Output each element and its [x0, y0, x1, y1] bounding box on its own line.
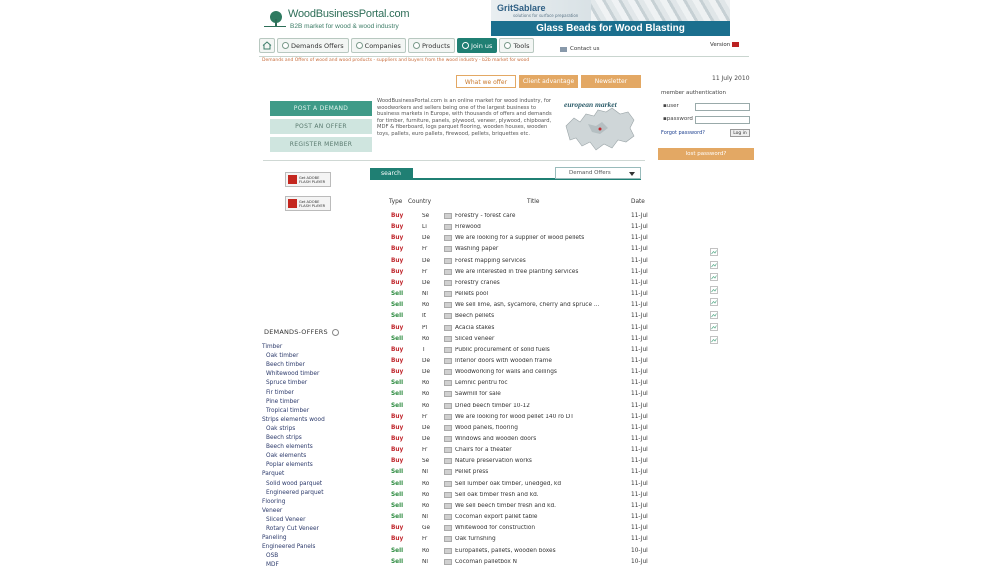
- table-row[interactable]: [390, 313, 660, 324]
- row-title-link[interactable]: Pellets pool: [455, 291, 489, 298]
- image-thumbnail-icon: [444, 458, 452, 464]
- row-date: 11-Jul: [631, 536, 648, 543]
- row-date: 11-Jul: [631, 224, 648, 231]
- row-title-link[interactable]: We are looking for a supplier of wood pellets: [455, 235, 585, 242]
- table-row[interactable]: [390, 291, 660, 302]
- category-subitem[interactable]: Fir timber: [266, 389, 294, 396]
- row-country: Ro: [422, 502, 430, 509]
- table-row[interactable]: [390, 525, 660, 536]
- table-row[interactable]: [390, 481, 660, 492]
- category-subitem[interactable]: Engineered parquet: [266, 489, 324, 496]
- row-title-link[interactable]: Oak furnshing: [455, 536, 496, 543]
- image-thumbnail-icon: [444, 336, 452, 342]
- row-type: Buy: [391, 413, 404, 420]
- contact-link[interactable]: Contact us: [560, 46, 600, 52]
- row-title-link[interactable]: Whitewood for construction: [455, 525, 536, 532]
- row-title-link[interactable]: Interior doors with wooden frame: [455, 357, 552, 364]
- table-row[interactable]: [390, 514, 660, 525]
- image-thumbnail-icon: [444, 469, 452, 475]
- row-country: Ro: [422, 547, 430, 554]
- column-header-date: Date: [631, 199, 645, 205]
- category-subitem[interactable]: Poplar elements: [266, 462, 313, 469]
- row-type: Buy: [391, 436, 404, 442]
- row-type: Sell: [391, 469, 404, 476]
- row-type: Buy: [391, 324, 404, 331]
- row-date: 11-Jul: [631, 491, 648, 498]
- row-title-link[interactable]: Sawmill for sale: [455, 391, 501, 398]
- row-date: 11-Jul: [631, 346, 648, 353]
- table-row[interactable]: [390, 347, 660, 358]
- row-type: Sell: [391, 480, 404, 487]
- broken-image-icon[interactable]: [710, 323, 718, 331]
- banner-pattern: [591, 0, 730, 21]
- category-subitem[interactable]: Whitewood timber: [266, 371, 320, 378]
- row-country: Fr: [422, 536, 428, 543]
- image-thumbnail-icon: [444, 548, 452, 554]
- flash-icon: [288, 175, 297, 184]
- table-row[interactable]: [390, 458, 660, 469]
- flag-icon[interactable]: [732, 42, 739, 47]
- row-type: Buy: [391, 536, 404, 543]
- table-row[interactable]: [390, 380, 660, 391]
- broken-image-icon[interactable]: [710, 261, 718, 269]
- table-row[interactable]: [390, 358, 660, 369]
- row-date: 11-Jul: [631, 402, 648, 409]
- table-row[interactable]: [390, 325, 660, 336]
- row-country: Nl: [422, 469, 428, 476]
- table-row[interactable]: [390, 403, 660, 414]
- row-type: Buy: [391, 447, 404, 454]
- row-country: Nl: [422, 514, 428, 521]
- row-title-link[interactable]: Dried beech timber 10-12: [455, 402, 530, 409]
- banner-brand: GritSablare: [497, 3, 546, 13]
- forgot-password-link[interactable]: Forgot password?: [661, 130, 705, 136]
- table-row[interactable]: [390, 469, 660, 480]
- table-row[interactable]: [390, 559, 660, 570]
- category-item[interactable]: Veneer: [262, 507, 283, 514]
- table-row[interactable]: [390, 258, 660, 269]
- row-date: 11-Jul: [631, 324, 648, 331]
- row-date: 11-Jul: [631, 213, 648, 219]
- row-country: De: [422, 436, 431, 442]
- category-subitem[interactable]: Tropical timber: [266, 407, 310, 414]
- row-date: 11-Jul: [631, 291, 648, 298]
- row-type: Sell: [391, 491, 404, 498]
- password-label: ▪password: [663, 116, 693, 122]
- row-title-link[interactable]: Nature preservation works: [455, 458, 532, 465]
- table-row[interactable]: [390, 213, 660, 224]
- row-title-link[interactable]: Pellet press: [455, 469, 489, 476]
- category-item[interactable]: Parquet: [262, 471, 285, 478]
- home-button[interactable]: [259, 38, 275, 53]
- ad-banner[interactable]: [491, 0, 730, 36]
- row-country: Ro: [422, 380, 430, 387]
- image-thumbnail-icon: [444, 414, 452, 420]
- row-type: Buy: [391, 257, 404, 264]
- table-row[interactable]: [390, 391, 660, 402]
- main-nav: [259, 38, 534, 55]
- row-country: Ro: [422, 491, 430, 498]
- category-subitem[interactable]: Beech elements: [266, 444, 313, 451]
- nav-join-us[interactable]: Join us: [457, 38, 497, 53]
- category-subitem[interactable]: OSB: [266, 553, 279, 560]
- table-row[interactable]: [390, 280, 660, 291]
- image-thumbnail-icon: [444, 425, 452, 431]
- broken-image-icon[interactable]: [710, 298, 718, 306]
- row-date: 11-Jul: [631, 313, 648, 320]
- category-subitem[interactable]: Rotary Cut Veneer: [266, 526, 319, 532]
- row-date: 11-Jul: [631, 502, 648, 509]
- row-country: Fr: [422, 447, 428, 454]
- home-icon: [262, 41, 272, 50]
- row-title-link[interactable]: Sliced veneer: [455, 335, 495, 342]
- table-row[interactable]: [390, 269, 660, 280]
- row-title-link[interactable]: We sell lime, ash, sycamore, cherry and spruce ...: [455, 302, 600, 309]
- row-date: 11-Jul: [631, 357, 648, 364]
- table-row[interactable]: [390, 436, 660, 447]
- search-tab[interactable]: search: [370, 168, 413, 179]
- image-thumbnail-icon: [444, 380, 452, 386]
- post-demand-button[interactable]: POST A DEMAND: [270, 101, 372, 116]
- row-title-link[interactable]: We are looking for wood pellet 140 ro DT: [455, 413, 574, 420]
- category-item[interactable]: Flooring: [262, 498, 286, 505]
- image-thumbnail-icon: [444, 559, 452, 565]
- nav-tools[interactable]: Tools: [499, 38, 534, 53]
- category-subitem[interactable]: Oak strips: [266, 425, 296, 432]
- logo-subtitle: B2B market for wood & wood industry: [290, 23, 399, 30]
- category-subitem[interactable]: Beech strips: [266, 435, 302, 441]
- row-type: Sell: [391, 380, 404, 387]
- row-type: Buy: [391, 246, 404, 253]
- map-title: european market: [564, 100, 617, 109]
- row-date: 11-Jul: [631, 246, 648, 253]
- categories-heading[interactable]: DEMANDS-OFFERS: [264, 328, 339, 336]
- row-title-link[interactable]: Lemnic pentru foc: [455, 380, 508, 387]
- row-country: Fr: [422, 413, 428, 420]
- table-row[interactable]: [390, 246, 660, 257]
- category-subitem[interactable]: Pine timber: [266, 398, 300, 405]
- intro-text: WoodBusinessPortal.com is an online market for wood industry, for woodworkers and sellers being one of the largest business to business markets in Europe, with thousands of offers and demands for timber, furniture, panels, plywood, veneer, plywood, chipboard, MDF & fiberboard, logs parquet flooring, wooden houses, wooden toys, pallets, euro pallets, firewood, pellets, briquettes etc.: [377, 98, 552, 137]
- row-title-link[interactable]: Sell lumber oak timber, unedged, kd: [455, 480, 562, 487]
- section-divider: [263, 160, 645, 161]
- row-country: De: [422, 279, 431, 286]
- row-country: Nl: [422, 558, 428, 565]
- row-title-link[interactable]: Europallets, pallets, wooden boxes: [455, 547, 556, 554]
- tab-client-advantage[interactable]: Client advantage: [519, 75, 578, 88]
- row-date: 11-Jul: [631, 380, 648, 387]
- category-subitem[interactable]: Oak timber: [266, 353, 299, 360]
- row-date: 11-Jul: [631, 424, 648, 431]
- current-date: 11 July 2010: [712, 75, 750, 82]
- image-thumbnail-icon: [444, 481, 452, 487]
- row-country: Ro: [422, 402, 430, 409]
- row-date: 11-Jul: [631, 302, 648, 309]
- row-type: Sell: [391, 313, 404, 320]
- image-thumbnail-icon: [444, 313, 452, 319]
- row-country: Pl: [422, 324, 428, 331]
- row-type: Sell: [391, 302, 404, 309]
- row-title-link[interactable]: Cocoman palletbox N: [455, 558, 517, 565]
- tab-what-we-offer[interactable]: What we offer: [456, 75, 516, 88]
- row-date: 11-Jul: [631, 458, 648, 465]
- column-header-country: Country: [408, 199, 432, 205]
- row-date: 11-Jul: [631, 369, 648, 376]
- lock-icon: ▪: [663, 116, 667, 122]
- broken-image-icon[interactable]: [710, 273, 718, 281]
- row-title-link[interactable]: Public procurement of solid fuels: [455, 346, 550, 353]
- row-date: 11-Jul: [631, 436, 648, 442]
- image-thumbnail-icon: [444, 258, 452, 264]
- row-title-link[interactable]: Wood panels, flooring: [455, 424, 518, 431]
- broken-image-icon[interactable]: [710, 336, 718, 344]
- row-type: Sell: [391, 291, 404, 298]
- row-country: It: [422, 313, 426, 320]
- row-date: 10-Jul: [631, 558, 648, 565]
- row-type: Buy: [391, 357, 404, 364]
- row-title-link[interactable]: Acacia stakes: [455, 324, 495, 331]
- nav-divider: [259, 56, 749, 57]
- row-date: 11-Jul: [631, 525, 648, 532]
- row-title-link[interactable]: Forestry - forest care: [455, 213, 516, 219]
- table-row[interactable]: [390, 235, 660, 246]
- image-thumbnail-icon: [444, 436, 452, 442]
- flash-player-badge[interactable]: Get ADOBE FLASH PLAYER: [285, 196, 331, 211]
- table-row[interactable]: [390, 503, 660, 514]
- image-thumbnail-icon: [444, 447, 452, 453]
- row-country: Ro: [422, 302, 430, 309]
- broken-image-icon[interactable]: [710, 248, 718, 256]
- expand-icon[interactable]: [332, 329, 339, 336]
- register-member-button[interactable]: REGISTER MEMBER: [270, 137, 372, 152]
- row-title-link[interactable]: Firewood: [455, 224, 481, 231]
- banner-tagline: solutions for surface preparation: [513, 13, 579, 18]
- row-type: Sell: [391, 558, 404, 565]
- bullet-icon: [413, 42, 420, 49]
- row-type: Sell: [391, 391, 404, 398]
- image-thumbnail-icon: [444, 269, 452, 275]
- row-date: 11-Jul: [631, 235, 648, 242]
- caret-down-icon: [629, 172, 635, 176]
- row-title-link[interactable]: Sell oak timber fresh and kd.: [455, 491, 539, 498]
- row-type: Buy: [391, 224, 404, 231]
- row-type: Sell: [391, 502, 404, 509]
- flash-player-badge[interactable]: Get ADOBE FLASH PLAYER: [285, 172, 331, 187]
- table-row[interactable]: [390, 447, 660, 458]
- category-subitem[interactable]: Oak elements: [266, 453, 307, 460]
- image-thumbnail-icon: [444, 525, 452, 531]
- europe-map: [560, 96, 640, 158]
- table-row[interactable]: [390, 414, 660, 425]
- category-item[interactable]: Timber: [262, 344, 283, 350]
- image-thumbnail-icon: [444, 347, 452, 353]
- lost-password-button[interactable]: lost password?: [658, 148, 754, 160]
- nav-companies[interactable]: Companies: [351, 38, 406, 53]
- row-date: 11-Jul: [631, 480, 648, 487]
- broken-image-icon[interactable]: [710, 286, 718, 294]
- envelope-icon: [560, 47, 567, 52]
- column-header-type: Type: [389, 199, 403, 205]
- row-country: De: [422, 424, 431, 431]
- row-type: Buy: [391, 268, 404, 275]
- nav-products[interactable]: Products: [408, 38, 455, 53]
- row-date: 10-Jul: [631, 547, 648, 554]
- row-country: De: [422, 369, 431, 376]
- tree-logo-icon: [264, 10, 286, 30]
- row-type: Buy: [391, 279, 404, 286]
- image-thumbnail-icon: [444, 358, 452, 364]
- row-type: Buy: [391, 369, 404, 376]
- auth-title: member authentication: [661, 90, 726, 96]
- user-label: ▪user: [663, 103, 679, 109]
- bullet-icon: [282, 42, 289, 49]
- row-country: De: [422, 257, 431, 264]
- row-type: Sell: [391, 402, 404, 409]
- password-input[interactable]: [695, 116, 750, 124]
- image-thumbnail-icon: [444, 224, 452, 230]
- image-thumbnail-icon: [444, 492, 452, 498]
- row-date: 11-Jul: [631, 268, 648, 275]
- row-country: Nl: [422, 291, 428, 298]
- row-country: Fr: [422, 246, 428, 253]
- broken-image-icon[interactable]: [710, 311, 718, 319]
- row-type: Buy: [391, 213, 404, 219]
- image-thumbnail-icon: [444, 302, 452, 308]
- category-subitem[interactable]: Beech timber: [266, 362, 305, 369]
- row-country: Fr: [422, 268, 428, 275]
- row-country: Se: [422, 458, 430, 465]
- row-type: Buy: [391, 525, 404, 532]
- row-type: Sell: [391, 335, 404, 342]
- image-thumbnail-icon: [444, 369, 452, 375]
- row-date: 11-Jul: [631, 335, 648, 342]
- table-row[interactable]: [390, 425, 660, 436]
- row-country: De: [422, 357, 431, 364]
- table-row[interactable]: [390, 302, 660, 313]
- breadcrumb: Demands and Offers of wood and wood products - suppliers and buyers from the wood industry - b2b market for wood: [262, 58, 530, 63]
- row-date: 11-Jul: [631, 413, 648, 420]
- row-date: 11-Jul: [631, 257, 648, 264]
- row-title-link[interactable]: Chairs for a theater: [455, 447, 512, 454]
- row-title-link[interactable]: Forestry cranes: [455, 279, 500, 286]
- row-country: Ro: [422, 480, 430, 487]
- table-row[interactable]: [390, 536, 660, 547]
- banner-text: Glass Beads for Wood Blasting: [491, 21, 730, 36]
- table-row[interactable]: [390, 224, 660, 235]
- category-item[interactable]: Engineered Panels: [262, 544, 316, 551]
- row-date: 11-Jul: [631, 447, 648, 454]
- category-subitem[interactable]: Sliced Veneer: [266, 516, 306, 523]
- image-thumbnail-icon: [444, 514, 452, 520]
- image-thumbnail-icon: [444, 391, 452, 397]
- image-thumbnail-icon: [444, 325, 452, 331]
- site-logo[interactable]: [264, 8, 464, 34]
- row-type: Buy: [391, 458, 404, 465]
- row-type: Sell: [391, 547, 404, 554]
- image-thumbnail-icon: [444, 246, 452, 252]
- image-thumbnail-icon: [444, 291, 452, 297]
- table-row[interactable]: [390, 548, 660, 559]
- image-thumbnail-icon: [444, 280, 452, 286]
- bullet-icon: [504, 42, 511, 49]
- table-row[interactable]: [390, 369, 660, 380]
- bullet-icon: [462, 42, 469, 49]
- tab-newsletter[interactable]: Newsletter: [581, 75, 641, 88]
- row-date: 11-Jul: [631, 279, 648, 286]
- post-offer-button[interactable]: POST AN OFFER: [270, 119, 372, 134]
- category-subitem[interactable]: Spruce timber: [266, 380, 308, 387]
- row-country: Ro: [422, 335, 430, 342]
- flash-icon: [288, 199, 297, 208]
- category-subitem[interactable]: MDF: [266, 562, 279, 569]
- row-country: Li: [422, 224, 427, 231]
- row-title-link[interactable]: We sell beech timber fresh and kd.: [455, 502, 556, 509]
- row-country: De: [422, 235, 431, 242]
- table-row[interactable]: [390, 336, 660, 347]
- row-title-link[interactable]: Beech pellets: [455, 313, 495, 320]
- row-title-link[interactable]: Woodworking for walls and ceilings: [455, 369, 557, 376]
- row-title-link[interactable]: Windows and wooden doors: [455, 436, 537, 442]
- row-title-link[interactable]: Cocoman export pallet table: [455, 514, 538, 521]
- version-selector[interactable]: Version: [710, 42, 739, 48]
- demand-offer-select[interactable]: Demand Offers: [555, 167, 641, 179]
- bullet-icon: [356, 42, 363, 49]
- row-country: Se: [422, 213, 430, 219]
- image-thumbnail-icon: [444, 536, 452, 542]
- row-country: T: [422, 346, 426, 353]
- category-subitem[interactable]: Solid wood parquet: [266, 480, 323, 487]
- row-country: Ro: [422, 391, 430, 398]
- nav-demands-offers[interactable]: Demands Offers: [277, 38, 349, 53]
- row-date: 11-Jul: [631, 514, 648, 521]
- row-type: Buy: [391, 424, 404, 431]
- user-icon: ▪: [663, 103, 667, 109]
- row-country: Ge: [422, 525, 431, 532]
- category-item[interactable]: Strips elements wood: [262, 416, 325, 423]
- logo-title: WoodBusinessPortal.com: [288, 8, 410, 20]
- image-thumbnail-icon: [444, 235, 452, 241]
- user-input[interactable]: [695, 103, 750, 111]
- row-title-link[interactable]: Forest mapping services: [455, 257, 526, 264]
- row-type: Sell: [391, 514, 404, 521]
- column-header-title: Title: [527, 199, 540, 205]
- login-button[interactable]: Log in: [730, 129, 750, 137]
- category-item[interactable]: Paneling: [262, 535, 287, 542]
- image-thumbnail-icon: [444, 503, 452, 509]
- row-type: Buy: [391, 346, 404, 353]
- row-date: 11-Jul: [631, 469, 648, 476]
- row-title-link[interactable]: We are interested in tree planting services: [455, 268, 579, 275]
- image-thumbnail-icon: [444, 213, 452, 219]
- row-title-link[interactable]: Washing paper: [455, 246, 499, 253]
- table-row[interactable]: [390, 492, 660, 503]
- image-thumbnail-icon: [444, 403, 452, 409]
- row-type: Buy: [391, 235, 404, 242]
- row-date: 11-Jul: [631, 391, 648, 398]
